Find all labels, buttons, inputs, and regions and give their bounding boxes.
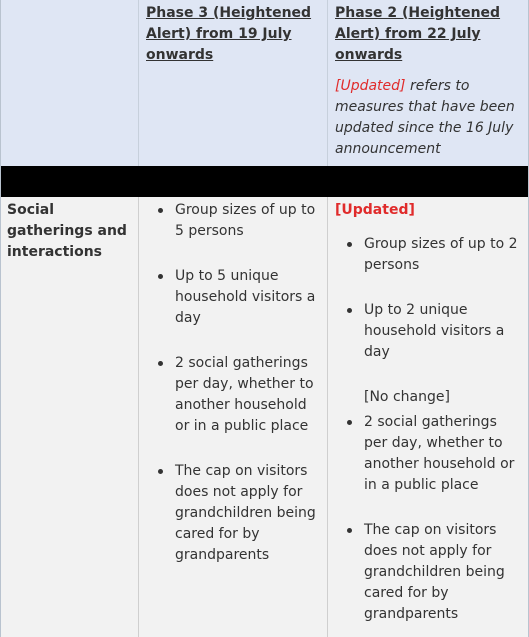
bullet-icon: [158, 361, 163, 366]
header-phase2-title[interactable]: Phase 2 (Heightened Alert) from 22 July onwards: [335, 5, 501, 63]
phase2-item-1: Group sizes of up to 2 persons: [364, 236, 518, 273]
bullet-icon: [347, 528, 352, 533]
row-label-cell: [1, 197, 139, 637]
bullet-icon: [347, 308, 352, 313]
no-change-tag: [No change]: [364, 389, 450, 405]
table-row: [1, 197, 528, 637]
phase2-list-updated: [328, 221, 528, 363]
header-cell-phase3: [139, 0, 328, 166]
updated-legend-note: [328, 66, 528, 160]
list-item: [139, 200, 327, 242]
bullet-icon: [158, 274, 163, 279]
phase3-item-2: Up to 5 unique household visitors a day: [175, 268, 316, 326]
list-item: [139, 266, 327, 329]
table-header-row: [1, 0, 528, 166]
bullet-icon: [347, 242, 352, 247]
list-item: [328, 300, 528, 363]
header-phase3-title[interactable]: Phase 3 (Heightened Alert) from 19 July onwards: [146, 5, 312, 63]
list-item: [139, 353, 327, 437]
updated-legend-text: refers to measures that have been updated since the 16 July announcement: [335, 78, 515, 157]
phase3-item-1: Group sizes of up to 5 persons: [175, 202, 316, 239]
row-label: Social gatherings and interactions: [7, 202, 127, 260]
list-item: [328, 412, 528, 496]
header-cell-phase2: [328, 0, 528, 166]
phase2-item-3: 2 social gatherings per day, whether to another household or in a public place: [364, 414, 515, 493]
black-separator-band: [1, 166, 528, 197]
phase2-item-2: Up to 2 unique household visitors a day: [364, 302, 505, 360]
list-item: [328, 234, 528, 276]
bullet-icon: [347, 420, 352, 425]
updated-tag: [Updated]: [335, 202, 415, 218]
phase3-cell: [139, 197, 328, 637]
phase2-cell: [328, 197, 528, 637]
phase3-list: [139, 197, 327, 566]
list-item: [139, 461, 327, 566]
header-col1: [1, 0, 138, 3]
phase3-item-4: The cap on visitors does not apply for grandchildren being cared for by grandparents: [175, 463, 316, 563]
updated-legend-tag: [Updated]: [335, 78, 406, 94]
header-cell-empty: [1, 0, 139, 166]
list-item: [328, 520, 528, 625]
bullet-icon: [158, 208, 163, 213]
phase2-item-4: The cap on visitors does not apply for grandchildren being cared for by grandparents: [364, 522, 505, 622]
bullet-icon: [158, 469, 163, 474]
phase3-item-3: 2 social gatherings per day, whether to another household or in a public place: [175, 355, 314, 434]
phase2-list-unchanged: [328, 408, 528, 625]
